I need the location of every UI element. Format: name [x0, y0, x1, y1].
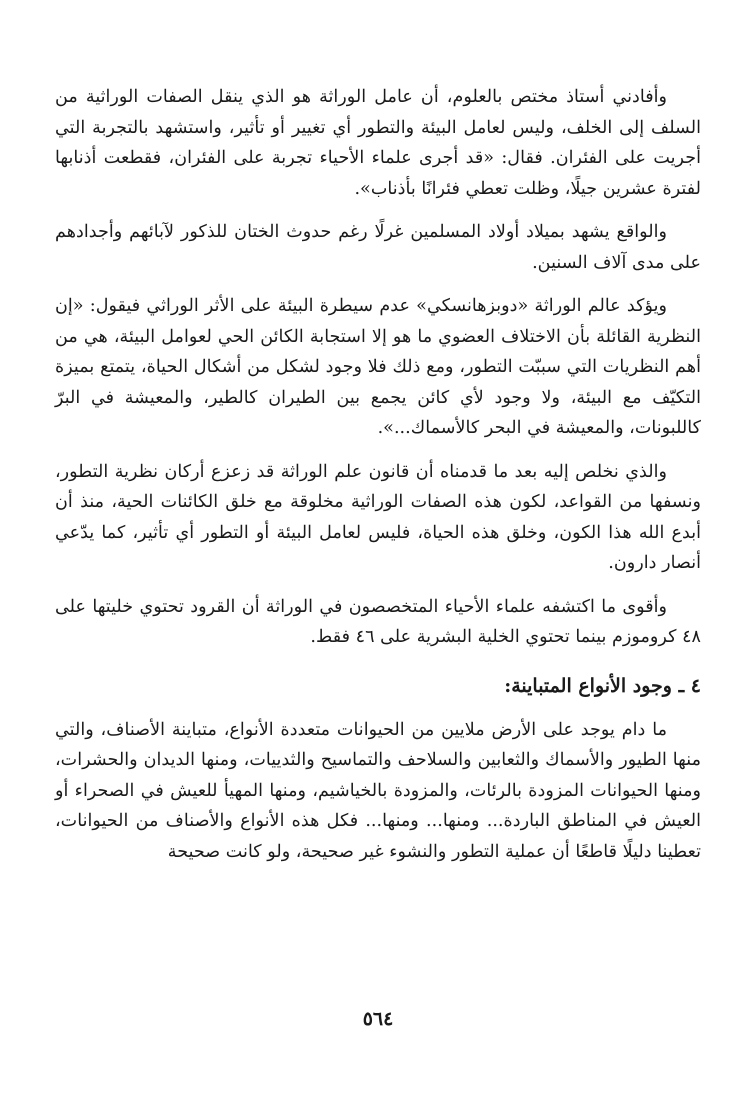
- paragraph-circumcision: والواقع يشهد بميلاد أولاد المسلمين غرلًا رغم حدوث الختان للذكور لآبائهم وأجدادهم على مدى آلاف السنين.: [55, 222, 701, 273]
- section-heading: ٤ ـ وجود الأنواع المتباينة:: [504, 674, 701, 697]
- page-number: ٥٦٤: [362, 1008, 394, 1030]
- paragraph-conclusion: والذي نخلص إليه بعد ما قدمناه أن قانون علم الوراثة قد زعزع أركان نظرية التطور، ونسفها من القواعد، لكون هذه الصفات الوراثية مخلوقة مع خلق الكائنات الحية، منذ أن أبدع الله هذا الكون، وخلق هذه الحياة، فليس لعامل البيئة أو التطور أي تأثير، كما يدّعي أنصار دارون.: [55, 461, 701, 573]
- paragraph-chromosomes: وأقوى ما اكتشفه علماء الأحياء المتخصصون في الوراثة أن القرود تحتوي خليتها على ٤٨ كروموزم بينما تحتوي الخلية البشرية على ٤٦ فقط.: [55, 596, 701, 647]
- paragraph-heredity-experiment: وأفادني أستاذ مختص بالعلوم، أن عامل الوراثة هو الذي ينقل الصفات الوراثية من السلف إلى الخلف، وليس لعامل البيئة والتطور أي تغيير أو تأثير، واستشهد بالتجربة التي أجريت على الفئران. فقال: «قد أجرى علماء الأحياء تجربة على الفئران، فقطعت أذنابها لفترة عشرين جيلًا، وظلت تعطي فئرانًا بأذناب».: [55, 87, 701, 199]
- paragraph-dobzhansky-quote: ويؤكد عالم الوراثة «دوبزهانسكي» عدم سيطرة البيئة على الأثر الوراثي فيقول: «إن النظرية القائلة بأن الاختلاف العضوي ما هو إلا استجابة الكائن الحي لعوامل البيئة، هي من أهم النظريات التي سببّت التطور، ومع ذلك فلا وجود لشكل من أشكال الحياة، يتمتع بميزة التكيّف مع البيئة، ولا وجود لأي كائن يجمع بين الطيران كالطير، والمعيشة في البرّ كاللبونات، والمعيشة في البحر كالأسماك...».: [55, 296, 701, 438]
- paragraph-species-diversity: ما دام يوجد على الأرض ملايين من الحيوانات متعددة الأنواع، متباينة الأصناف، والتي منها الطيور والأسماك والثعابين والسلاحف والتماسيح والثدييات، ومنها الديدان والحشرات، ومنها الحيوانات المزودة بالرئات، والمزودة بالخياشيم، ومنها المهيأ للعيش في الصحراء أو العيش في المناطق الباردة... ومنها... ومنها... فكل هذه الأنواع والأصناف من الحيوانات، تعطينا دليلًا قاطعًا أن عملية التطور والنشوء غير صحيحة، ولو كانت صحيحة: [55, 719, 701, 862]
